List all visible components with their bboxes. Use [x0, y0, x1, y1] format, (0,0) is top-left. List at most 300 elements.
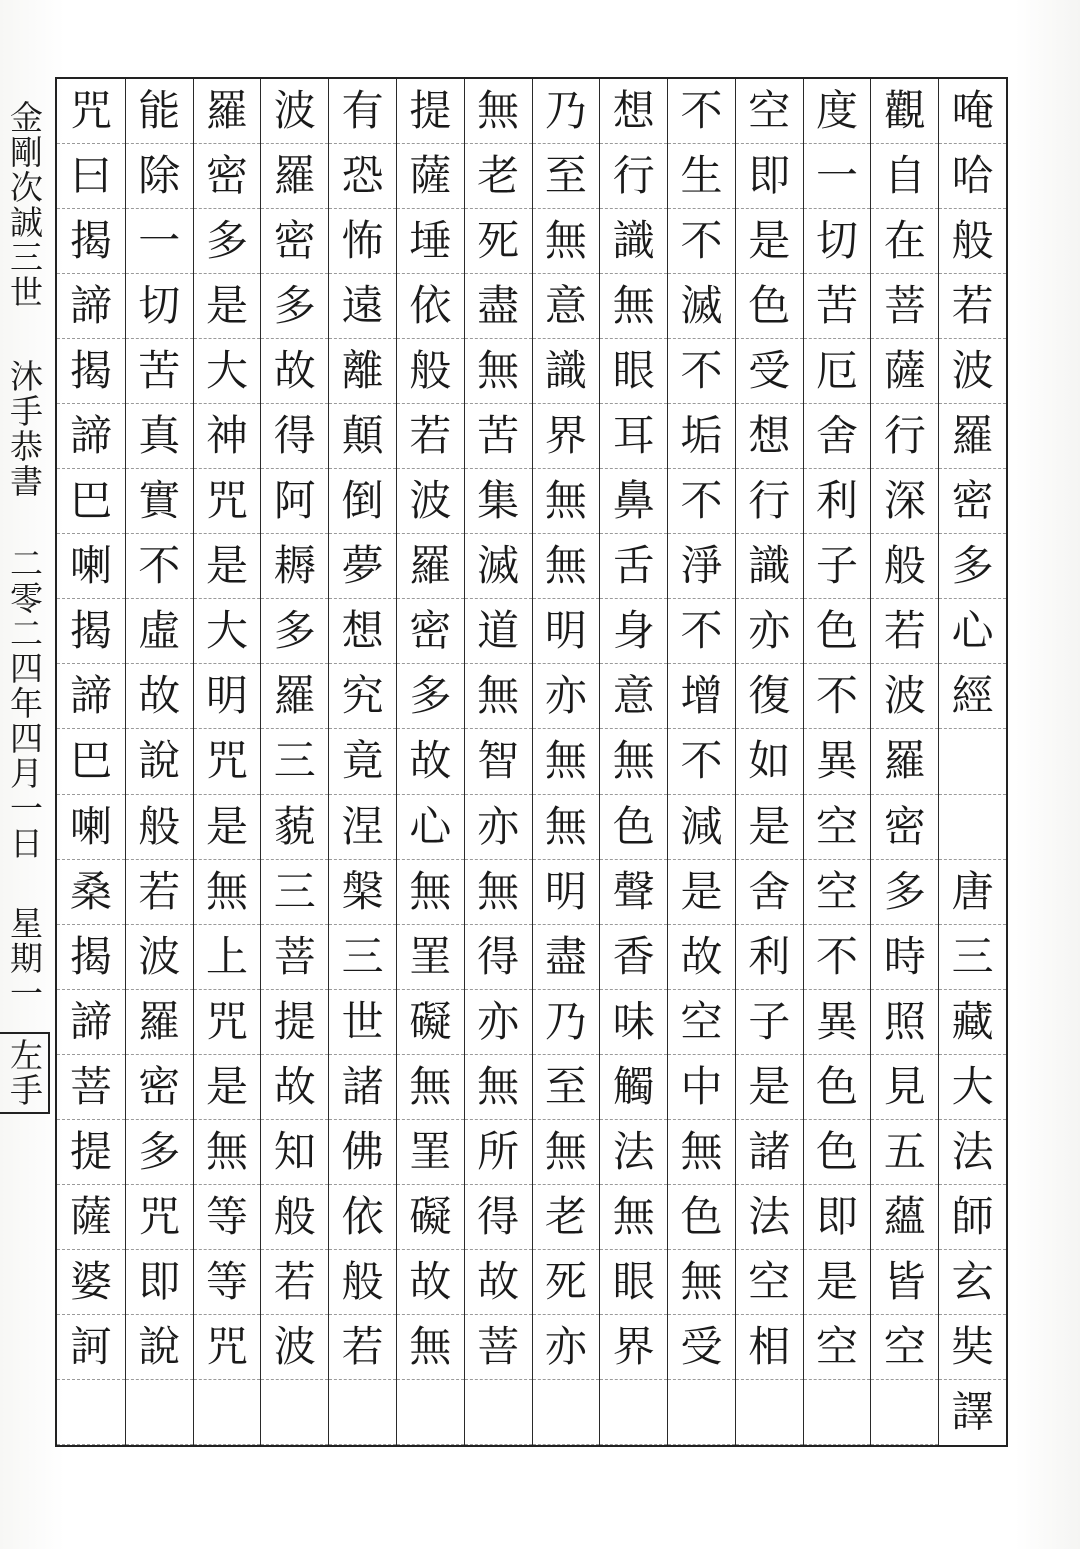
- grid-cell: 玄: [939, 1250, 1006, 1315]
- grid-cell: 不: [668, 599, 735, 664]
- grid-cell: 身: [600, 599, 667, 664]
- grid-cell: 佛: [329, 1120, 396, 1185]
- writing-grid: [55, 77, 1008, 1447]
- grid-cell: 密: [397, 599, 464, 664]
- grid-cell: 無: [668, 1120, 735, 1185]
- grid-cell: 無: [533, 729, 600, 794]
- grid-cell: 利: [804, 469, 871, 534]
- grid-cell: 亦: [736, 599, 803, 664]
- grid-cell: 究: [329, 664, 396, 729]
- grid-cell: [533, 1380, 600, 1445]
- grid-cell: 無: [397, 1055, 464, 1120]
- grid-cell: 無: [533, 534, 600, 599]
- grid-cell: [261, 1380, 328, 1445]
- grid-cell: 唵: [939, 79, 1006, 144]
- grid-cell: 減: [668, 795, 735, 860]
- grid-cell: 盡: [533, 925, 600, 990]
- grid-column: [328, 79, 396, 1445]
- grid-cell: 行: [871, 404, 938, 469]
- grid-cell: 若: [939, 274, 1006, 339]
- grid-cell: 色: [804, 1055, 871, 1120]
- grid-cell: 密: [939, 469, 1006, 534]
- grid-cell: 揭: [57, 925, 125, 990]
- signature-column: [6, 100, 50, 1200]
- grid-cell: 故: [126, 664, 193, 729]
- grid-cell: 羅: [397, 534, 464, 599]
- grid-cell: 大: [194, 599, 261, 664]
- grid-cell: 是: [736, 1055, 803, 1120]
- grid-cell: 不: [668, 209, 735, 274]
- grid-cell: 說: [126, 1315, 193, 1380]
- grid-cell: 異: [804, 990, 871, 1055]
- weekday-text: 星期一: [5, 906, 44, 1011]
- grid-column: [464, 79, 532, 1445]
- grid-cell: 咒: [194, 990, 261, 1055]
- grid-column: [125, 79, 193, 1445]
- grid-cell: 羅: [261, 144, 328, 209]
- grid-cell: 故: [397, 729, 464, 794]
- grid-cell: 五: [871, 1120, 938, 1185]
- grid-cell: 意: [533, 274, 600, 339]
- grid-cell: 識: [600, 209, 667, 274]
- grid-cell: 罣: [397, 1120, 464, 1185]
- grid-cell: 波: [126, 925, 193, 990]
- grid-cell: 照: [871, 990, 938, 1055]
- grid-cell: 利: [736, 925, 803, 990]
- grid-cell: 無: [533, 469, 600, 534]
- grid-cell: 埵: [397, 209, 464, 274]
- grid-cell: 色: [600, 795, 667, 860]
- grid-cell: 所: [465, 1120, 532, 1185]
- grid-cell: 淨: [668, 534, 735, 599]
- grid-cell: 菩: [465, 1315, 532, 1380]
- grid-cell: [939, 729, 1006, 794]
- grid-cell: 巴: [57, 729, 125, 794]
- grid-cell: 奘: [939, 1315, 1006, 1380]
- grid-cell: 即: [736, 144, 803, 209]
- grid-cell: 即: [804, 1185, 871, 1250]
- grid-cell: 神: [194, 404, 261, 469]
- grid-cell: 是: [804, 1250, 871, 1315]
- grid-cell: 亦: [465, 795, 532, 860]
- grid-cell: 涅: [329, 795, 396, 860]
- grid-cell: [804, 1380, 871, 1445]
- grid-cell: 多: [939, 534, 1006, 599]
- grid-cell: 無: [668, 1250, 735, 1315]
- grid-cell: 一: [804, 144, 871, 209]
- grid-cell: 香: [600, 925, 667, 990]
- grid-cell: 喇: [57, 534, 125, 599]
- grid-cell: 至: [533, 1055, 600, 1120]
- grid-column: [57, 79, 125, 1445]
- grid-cell: 至: [533, 144, 600, 209]
- grid-cell: 無: [194, 1120, 261, 1185]
- grid-cell: 般: [261, 1185, 328, 1250]
- grid-cell: [194, 1380, 261, 1445]
- grid-cell: 羅: [261, 664, 328, 729]
- grid-cell: 巴: [57, 469, 125, 534]
- grid-cell: 密: [871, 795, 938, 860]
- grid-cell: 若: [261, 1250, 328, 1315]
- grid-cell: 想: [736, 404, 803, 469]
- grid-cell: 增: [668, 664, 735, 729]
- grid-cell: 不: [668, 79, 735, 144]
- grid-cell: 多: [871, 860, 938, 925]
- grid-cell: 無: [397, 860, 464, 925]
- grid-cell: 法: [736, 1185, 803, 1250]
- grid-cell: 鼻: [600, 469, 667, 534]
- grid-cell: 曰: [57, 144, 125, 209]
- grid-cell: 等: [194, 1185, 261, 1250]
- grid-cell: 如: [736, 729, 803, 794]
- grid-column: [938, 79, 1006, 1445]
- grid-column: [193, 79, 261, 1445]
- grid-cell: 依: [397, 274, 464, 339]
- grid-cell: 實: [126, 469, 193, 534]
- grid-cell: 滅: [668, 274, 735, 339]
- grid-cell: 故: [465, 1250, 532, 1315]
- grid-column: [396, 79, 464, 1445]
- grid-cell: 老: [533, 1185, 600, 1250]
- grid-cell: 倒: [329, 469, 396, 534]
- grid-cell: 時: [871, 925, 938, 990]
- grid-column: [803, 79, 871, 1445]
- grid-cell: 遠: [329, 274, 396, 339]
- grid-cell: 界: [533, 404, 600, 469]
- grid-cell: 無: [600, 1185, 667, 1250]
- grid-cell: 亦: [533, 1315, 600, 1380]
- grid-cell: 色: [804, 1120, 871, 1185]
- grid-cell: 阿: [261, 469, 328, 534]
- grid-cell: 離: [329, 339, 396, 404]
- grid-column: [260, 79, 328, 1445]
- grid-cell: 有: [329, 79, 396, 144]
- grid-column: [599, 79, 667, 1445]
- grid-cell: 界: [600, 1315, 667, 1380]
- grid-cell: 三: [939, 925, 1006, 990]
- grid-column: [735, 79, 803, 1445]
- grid-cell: 揭: [57, 339, 125, 404]
- grid-cell: 明: [533, 599, 600, 664]
- grid-cell: 色: [736, 274, 803, 339]
- grid-cell: 訶: [57, 1315, 125, 1380]
- grid-cell: 異: [804, 729, 871, 794]
- grid-cell: 譯: [951, 1387, 994, 1437]
- grid-cell: 能: [126, 79, 193, 144]
- grid-cell: 死: [533, 1250, 600, 1315]
- grid-cell: 無: [533, 795, 600, 860]
- grid-cell: 上: [194, 925, 261, 990]
- grid-cell: 耳: [600, 404, 667, 469]
- grid-cell: 無: [533, 1120, 600, 1185]
- grid-cell: 說: [126, 729, 193, 794]
- grid-cell: 般: [871, 534, 938, 599]
- grid-cell: 生: [668, 144, 735, 209]
- grid-cell: 子: [736, 990, 803, 1055]
- grid-cell: 識: [533, 339, 600, 404]
- grid-cell: 不: [804, 925, 871, 990]
- grid-cell: 中: [668, 1055, 735, 1120]
- grid-cell: 諸: [329, 1055, 396, 1120]
- grid-cell: 意: [600, 664, 667, 729]
- grid-cell: 無: [465, 1055, 532, 1120]
- grid-cell: 老: [465, 144, 532, 209]
- grid-cell: 三: [261, 860, 328, 925]
- grid-cell: 色: [804, 599, 871, 664]
- grid-cell: 世: [329, 990, 396, 1055]
- grid-cell: 般: [329, 1250, 396, 1315]
- grid-cell: 諦: [57, 404, 125, 469]
- grid-cell: 師: [939, 1185, 1006, 1250]
- grid-cell: 行: [600, 144, 667, 209]
- grid-cell: 是: [194, 1055, 261, 1120]
- grid-cell: 虛: [126, 599, 193, 664]
- grid-cell: 羅: [126, 990, 193, 1055]
- grid-cell: 提: [261, 990, 328, 1055]
- grid-cell: 識: [736, 534, 803, 599]
- grid-cell: 經: [939, 664, 1006, 729]
- grid-cell: 受: [736, 339, 803, 404]
- grid-cell: 度: [804, 79, 871, 144]
- grid-cell: 是: [668, 860, 735, 925]
- grid-cell: [397, 1380, 464, 1445]
- grid-cell: 無: [465, 79, 532, 144]
- grid-cell: 自: [871, 144, 938, 209]
- grid-cell: 厄: [804, 339, 871, 404]
- grid-cell: 夢: [329, 534, 396, 599]
- grid-cell: 想: [600, 79, 667, 144]
- grid-cell: 若: [871, 599, 938, 664]
- grid-cell: 唐: [939, 860, 1006, 925]
- grid-cell: 咒: [126, 1185, 193, 1250]
- grid-cell: 大: [939, 1055, 1006, 1120]
- writer-note: 沐手恭書: [5, 359, 44, 499]
- grid-cell: 等: [194, 1250, 261, 1315]
- grid-cell: 智: [465, 729, 532, 794]
- grid-cell: 無: [600, 729, 667, 794]
- grid-cell: 苦: [465, 404, 532, 469]
- grid-cell: 眼: [600, 339, 667, 404]
- grid-cell: 故: [261, 339, 328, 404]
- grid-cell: 般: [397, 339, 464, 404]
- grid-cell: 死: [465, 209, 532, 274]
- grid-cell: 菩: [871, 274, 938, 339]
- grid-cell: 是: [194, 534, 261, 599]
- grid-cell: 明: [533, 860, 600, 925]
- grid-column: [532, 79, 600, 1445]
- grid-cell: 乃: [533, 79, 600, 144]
- grid-cell: 多: [126, 1120, 193, 1185]
- grid-cell: [600, 1380, 667, 1445]
- grid-cell: 若: [329, 1315, 396, 1380]
- grid-cell: 菩: [57, 1055, 125, 1120]
- grid-cell: 不: [668, 729, 735, 794]
- grid-cell: 是: [736, 209, 803, 274]
- grid-cell: 若: [126, 860, 193, 925]
- grid-cell: 羅: [194, 79, 261, 144]
- grid-cell: 即: [126, 1250, 193, 1315]
- grid-cell: 聲: [600, 860, 667, 925]
- grid-cell: 蘊: [871, 1185, 938, 1250]
- grid-cell: [126, 1380, 193, 1445]
- grid-cell: 故: [668, 925, 735, 990]
- grid-cell: 咒: [57, 79, 125, 144]
- grid-cell: [871, 1380, 938, 1445]
- grid-cell: 集: [465, 469, 532, 534]
- grid-cell: 諦: [57, 274, 125, 339]
- grid-cell: 舌: [600, 534, 667, 599]
- grid-cell: 空: [736, 1250, 803, 1315]
- dedication-text: 金剛次誠三世: [5, 100, 44, 310]
- grid-cell: 空: [668, 990, 735, 1055]
- grid-cell: 深: [871, 469, 938, 534]
- grid-cell: 得: [261, 404, 328, 469]
- grid-cell: 道: [465, 599, 532, 664]
- grid-cell: 得: [465, 925, 532, 990]
- grid-cell: 提: [397, 79, 464, 144]
- grid-cell: 藏: [939, 990, 1006, 1055]
- grid-cell: 密: [126, 1055, 193, 1120]
- grid-cell: 礙: [397, 1185, 464, 1250]
- grid-cell: 苦: [126, 339, 193, 404]
- grid-cell: 不: [804, 664, 871, 729]
- grid-cell: 心: [939, 599, 1006, 664]
- grid-cell: 不: [126, 534, 193, 599]
- grid-cell: 婆: [57, 1250, 125, 1315]
- grid-cell: 故: [261, 1055, 328, 1120]
- grid-cell: 眼: [600, 1250, 667, 1315]
- grid-cell: 耨: [261, 534, 328, 599]
- grid-column: [667, 79, 735, 1445]
- grid-cell: 無: [465, 664, 532, 729]
- grid-cell: 除: [126, 144, 193, 209]
- grid-cell: 知: [261, 1120, 328, 1185]
- grid-cell: 菩: [261, 925, 328, 990]
- grid-cell: 咒: [194, 729, 261, 794]
- grid-cell: [57, 1380, 125, 1445]
- grid-cell: 揭: [57, 209, 125, 274]
- grid-cell: 恐: [329, 144, 396, 209]
- grid-cell: 一: [126, 209, 193, 274]
- grid-cell: 復: [736, 664, 803, 729]
- grid-cell: [736, 1380, 803, 1445]
- grid-cell: 不: [668, 469, 735, 534]
- grid-cell: 切: [126, 274, 193, 339]
- grid-cell: 受: [668, 1315, 735, 1380]
- grid-cell: 舍: [804, 404, 871, 469]
- grid-cell: 波: [261, 1315, 328, 1380]
- grid-cell: 空: [871, 1315, 938, 1380]
- grid-cell: 滅: [465, 534, 532, 599]
- grid-cell: 空: [804, 1315, 871, 1380]
- grid-cell: 在: [871, 209, 938, 274]
- grid-cell: 薩: [397, 144, 464, 209]
- grid-cell: 多: [261, 274, 328, 339]
- grid-cell: 依: [329, 1185, 396, 1250]
- grid-cell: 竟: [329, 729, 396, 794]
- grid-cell: 明: [194, 664, 261, 729]
- grid-cell: 多: [261, 599, 328, 664]
- grid-cell: 法: [939, 1120, 1006, 1185]
- grid-cell: 相: [736, 1315, 803, 1380]
- grid-cell: 色: [668, 1185, 735, 1250]
- grid-cell: 空: [736, 79, 803, 144]
- grid-cell: 見: [871, 1055, 938, 1120]
- grid-cell: 槃: [329, 860, 396, 925]
- grid-cell: 行: [736, 469, 803, 534]
- grid-cell: 乃: [533, 990, 600, 1055]
- grid-cell: 盡: [465, 274, 532, 339]
- grid-cell: 真: [126, 404, 193, 469]
- grid-cell: 薩: [57, 1185, 125, 1250]
- grid-cell: [465, 1380, 532, 1445]
- grid-cell: 羅: [871, 729, 938, 794]
- grid-cell: 薩: [871, 339, 938, 404]
- grid-cell: 亦: [533, 664, 600, 729]
- grid-cell: 哈: [939, 144, 1006, 209]
- grid-cell: 罣: [397, 925, 464, 990]
- grid-cell: 是: [194, 795, 261, 860]
- grid-cell: 咒: [194, 469, 261, 534]
- grid-cell: 無: [194, 860, 261, 925]
- grid-cell: 波: [939, 339, 1006, 404]
- grid-cell: 子: [804, 534, 871, 599]
- grid-cell: 得: [465, 1185, 532, 1250]
- grid-cell: 垢: [668, 404, 735, 469]
- grid-cell: 諦: [57, 990, 125, 1055]
- grid-cell: 觀: [871, 79, 938, 144]
- date-text: 二零二四年四月一日: [5, 546, 44, 861]
- grid-cell: 無: [465, 339, 532, 404]
- grid-cell: 波: [261, 79, 328, 144]
- grid-cell: 般: [939, 209, 1006, 274]
- grid-cell: 顛: [329, 404, 396, 469]
- grid-cell: 揭: [57, 599, 125, 664]
- grid-cell: 空: [804, 795, 871, 860]
- grid-cell: 三: [329, 925, 396, 990]
- grid-cell: 藐: [261, 795, 328, 860]
- grid-cell: 苦: [804, 274, 871, 339]
- grid-cell: 心: [397, 795, 464, 860]
- grid-cell: 法: [600, 1120, 667, 1185]
- grid-cell: 想: [329, 599, 396, 664]
- grid-cell: 無: [397, 1315, 464, 1380]
- grid-cell: 三: [261, 729, 328, 794]
- grid-cell: 礙: [397, 990, 464, 1055]
- grid-cell: 波: [397, 469, 464, 534]
- grid-cell: 密: [261, 209, 328, 274]
- grid-cell: 諸: [736, 1120, 803, 1185]
- grid-cell: 若: [397, 404, 464, 469]
- grid-cell: 味: [600, 990, 667, 1055]
- grid-cell: 是: [736, 795, 803, 860]
- grid-cell: 密: [194, 144, 261, 209]
- grid-cell: 多: [194, 209, 261, 274]
- grid-cell: 無: [533, 209, 600, 274]
- grid-cell: 提: [57, 1120, 125, 1185]
- grid-cell: 無: [600, 274, 667, 339]
- grid-cell: 羅: [939, 404, 1006, 469]
- grid-cell: 諦: [57, 664, 125, 729]
- grid-cell: 波: [871, 664, 938, 729]
- grid-column: [870, 79, 938, 1445]
- grid-cell: 舍: [736, 860, 803, 925]
- grid-cell: [939, 795, 1006, 860]
- hand-stamp: 左手: [0, 1032, 50, 1114]
- grid-cell: 是: [194, 274, 261, 339]
- grid-cell: 故: [397, 1250, 464, 1315]
- grid-cell: 喇: [57, 795, 125, 860]
